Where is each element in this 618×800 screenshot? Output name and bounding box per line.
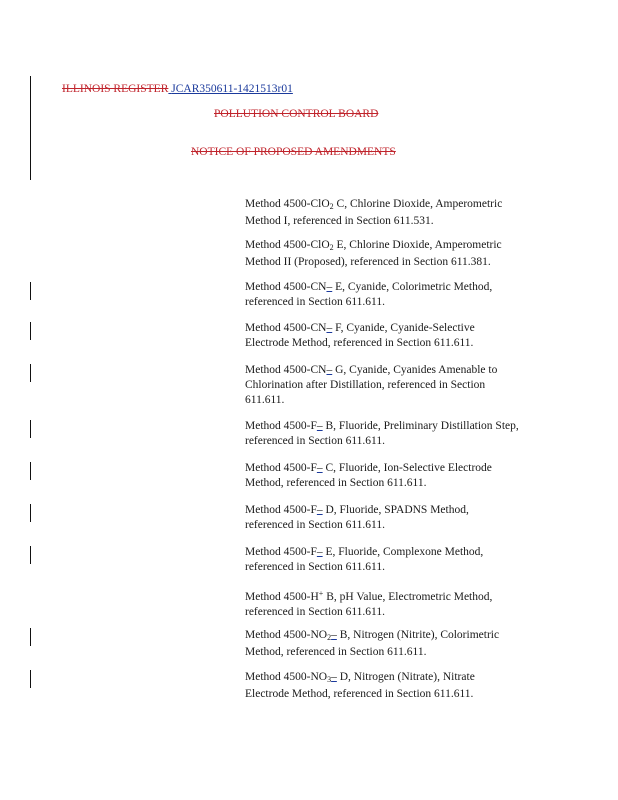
change-bar — [30, 76, 31, 180]
method-entry: Method 4500-F– B, Fluoride, Preliminary Distillation Step, referenced in Section 611.611. — [245, 420, 519, 447]
method-entry: Method 4500-ClO$_2$ E, Chlorine Dioxide, Amperometric Method II (Proposed), referenced in Section 611.381. — [245, 239, 502, 268]
method-entry: Method $4500-NO_2-$ B, Nitrogen (Nitrite), Colorimetric Method, referenced in Section 611.611. — [245, 629, 500, 658]
register-struck: ILLINOIS REGISTER — [62, 83, 169, 95]
change-bar — [30, 670, 31, 688]
change-bar — [30, 628, 31, 646]
method-entry: Method 4500-F– C, Fluoride, Ion-Selective Electrode Method, referenced in Section 611.611. — [245, 462, 492, 489]
method-entry: Method 4500-CN– F, Cyanide, Cyanide-Selective Electrode Method, referenced in Section 611.611. — [245, 322, 475, 349]
change-bar — [30, 282, 31, 300]
method-entry: Method 4500-H+ B, pH Value, Electrometric Method, referenced in Section 611.611. — [245, 589, 493, 618]
register-header — [62, 82, 293, 96]
notice-header: NOTICE OF PROPOSED AMENDMENTS — [191, 146, 396, 158]
method-entry: Method $4500-NO_3-$ D, Nitrogen (Nitrate), Nitrate Electrode Method, referenced in Section 611.611. — [245, 671, 475, 700]
agency-header: POLLUTION CONTROL BOARD — [214, 108, 379, 120]
change-bar — [30, 546, 31, 564]
method-entry: Method 4500-F– D, Fluoride, SPADNS Method, referenced in Section 611.611. — [245, 504, 469, 531]
register-inserted: JCAR350611-1421513r01 — [171, 83, 293, 95]
method-entry: Method 4500-F– E, Fluoride, Complexone Method, referenced in Section 611.611. — [245, 546, 484, 573]
method-entry: Method 4500-CN– G, Cyanide, Cyanides Amenable to Chlorination after Distillation, referenced in Section 611.611. — [245, 364, 498, 406]
change-bar — [30, 420, 31, 438]
change-bar — [30, 462, 31, 480]
change-bar — [30, 504, 31, 522]
method-entry: Method 4500-CN– E, Cyanide, Colorimetric Method, referenced in Section 611.611. — [245, 281, 493, 308]
method-entry: Method 4500-ClO$_2$ C, Chlorine Dioxide, Amperometric Method I, referenced in Section 611.531. — [245, 198, 503, 227]
change-bar — [30, 322, 31, 340]
change-bar — [30, 364, 31, 382]
